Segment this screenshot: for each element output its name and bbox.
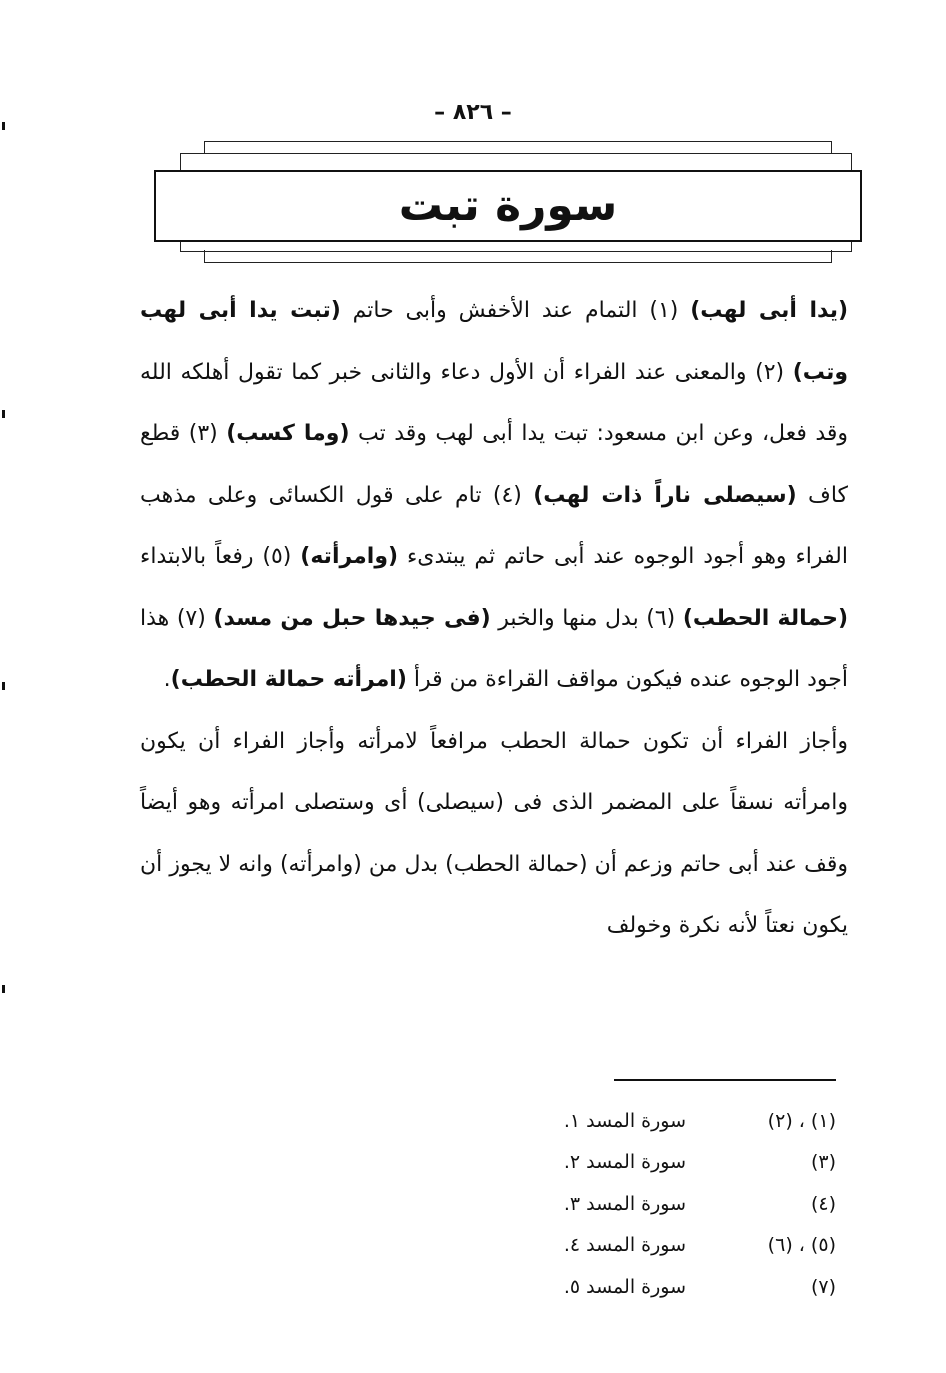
footnote-reference: سورة المسد ٥. xyxy=(563,1275,686,1298)
commentary-text: (٦) بدل منها والخبر xyxy=(498,605,676,631)
scan-margin-mark xyxy=(2,985,5,993)
title-frame xyxy=(154,170,862,242)
scan-margin-mark xyxy=(2,122,5,130)
footnote-item xyxy=(564,1266,836,1308)
commentary-text: . xyxy=(163,667,171,692)
commentary-text: (٥) رفعاً بالابتداء xyxy=(140,544,292,569)
footnote-marker: (٤) xyxy=(810,1192,836,1215)
footnote-divider xyxy=(614,1079,836,1081)
commentary-text: (٢) والمعنى عند الفراء أن الأول دعاء والثانى خبر كما تقول أهلكه الله وقد فعل، وعن ابن مسعود: تبت يدا أبى لهب وقد تب xyxy=(140,359,849,446)
commentary-text: (١) التمام عند الأخفش وأبى حاتم xyxy=(352,298,679,323)
footnote-marker: (٧) xyxy=(810,1275,836,1298)
commentary-text: (٤) تام على قول الكسائى وعلى مذهب الفراء وهو أجود الوجوه عند أبى حاتم ثم يبتدىء xyxy=(140,482,848,569)
footnote-reference: سورة المسد ٢. xyxy=(563,1151,686,1174)
quran-quote: (تبت يدا أبى لهب وتب) xyxy=(140,298,848,385)
footnote-item xyxy=(564,1183,836,1225)
footnote-marker: (٥) ، (٦) xyxy=(767,1234,836,1257)
quran-quote: (يدا أبى لهب) xyxy=(690,298,849,323)
footnote-reference: سورة المسد ١. xyxy=(563,1109,686,1132)
footnote-reference: سورة المسد ٤. xyxy=(563,1234,686,1257)
main-text xyxy=(140,280,848,957)
commentary-text: (٧) هذا أجود الوجوه عنده فيكون مواقف القراءة من قرأ xyxy=(140,605,848,692)
title-frame-outer-bottom xyxy=(204,250,832,263)
footnote-item xyxy=(564,1225,836,1267)
footnote-marker: (١) ، (٢) xyxy=(767,1109,836,1132)
scan-margin-mark xyxy=(2,410,5,418)
quran-quote: (وما كسب) xyxy=(226,421,350,446)
paragraph-2: وأجاز الفراء أن تكون حمالة الحطب مرافعاً لامرأته وأجاز الفراء أن يكون وامرأته نسقاً على المضمر الذى فى (سيصلى) أى وستصلى امرأته وهو أيضاً وقف عند أبى حاتم وزعم أن (حمالة الحطب) بدل من (وامرأته) وانه لا يجوز أن يكون نعتاً لأنه نكرة وخولف xyxy=(140,728,848,938)
quran-quote: (فى جيدها حبل من مسد) xyxy=(213,605,491,631)
scan-margin-mark xyxy=(2,682,5,690)
quran-quote: (حمالة الحطب) xyxy=(682,605,848,631)
page-number: – ٨٢٦ – xyxy=(434,100,512,125)
quran-quote: (وامرأته) xyxy=(300,544,399,569)
quran-quote: (امرأته حمالة الحطب) xyxy=(170,667,407,692)
quran-quote: (سيصلى ناراً ذات لهب) xyxy=(533,482,797,508)
footnote-item xyxy=(564,1142,836,1184)
commentary-text: (٣) قطع كاف xyxy=(140,421,849,508)
footnote-item xyxy=(564,1100,836,1142)
surah-title: سورة تبت xyxy=(398,180,618,231)
footnote-marker: (٣) xyxy=(810,1151,836,1174)
paragraph-1 xyxy=(140,280,848,711)
footnote-reference: سورة المسد ٣. xyxy=(563,1192,686,1215)
footnotes xyxy=(564,1100,836,1308)
